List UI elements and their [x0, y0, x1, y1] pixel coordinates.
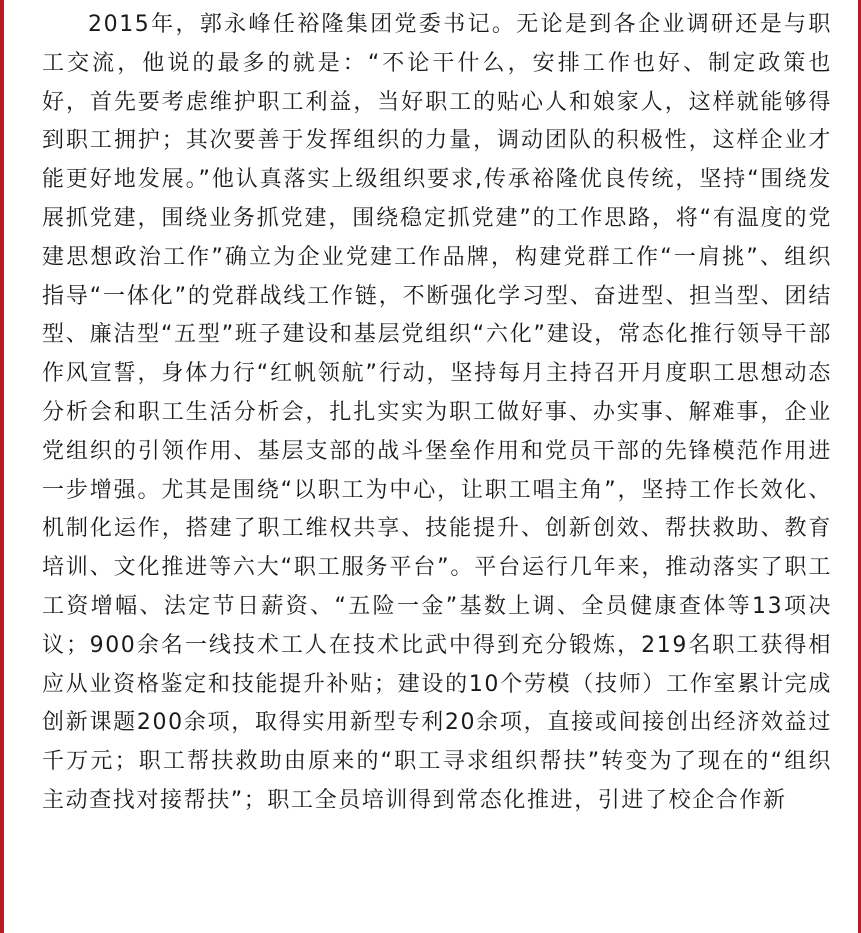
article-paragraph: 2015年，郭永峰任裕隆集团党委书记。无论是到各企业调研还是与职工交流，他说的最多的就是：“不论干什么，安排工作也好、制定政策也好，首先要考虑维护职工利益，当好职工的贴心人和娘家人，这样就能够得到职工拥护；其次要善于发挥组织的力量，调动团队的积极性，这样企业才能更好地发展。”他认真落实上级组织要求,传承裕隆优良传统，坚持“围绕发展抓党建，围绕业务抓党建，围绕稳定抓党建”的工作思路，将“有温度的党建思想政治工作”确立为企业党建工作品牌，构建党群工作“一肩挑”、组织指导“一体化”的党群战线工作链，不断强化学习型、奋进型、担当型、团结型、廉洁型“五型”班子建设和基层党组织“六化”建设，常态化推行领导干部作风宣誓，身体力行“红帆领航”行动，坚持每月主持召开月度职工思想动态分析会和职工生活分析会，扎扎实实为职工做好事、办实事、解难事，企业党组织的引领作用、基层支部的战斗堡垒作用和党员干部的先锋模范作用进一步增强。尤其是围绕“以职工为中心，让职工唱主角”，坚持工作长效化、机制化运作，搭建了职工维权共享、技能提升、创新创效、帮扶救助、教育培训、文化推进等六大“职工服务平台”。平台运行几年来，推动落实了职工工资增幅、法定节日薪资、“五险一金”基数上调、全员健康查体等13项决议；900余名一线技术工人在技术比武中得到充分锻炼，219名职工获得相应从业资格鉴定和技能提升补贴；建设的10个劳模（技师）工作室累计完成创新课题200余项，取得实用新型专利20余项，直接或间接创出经济效益过千万元；职工帮扶救助由原来的“职工寻求组织帮扶”转变为了现在的“组织主动查找对接帮扶”；职工全员培训得到常态化推进，引进了校企合作新	[42, 12, 832, 813]
